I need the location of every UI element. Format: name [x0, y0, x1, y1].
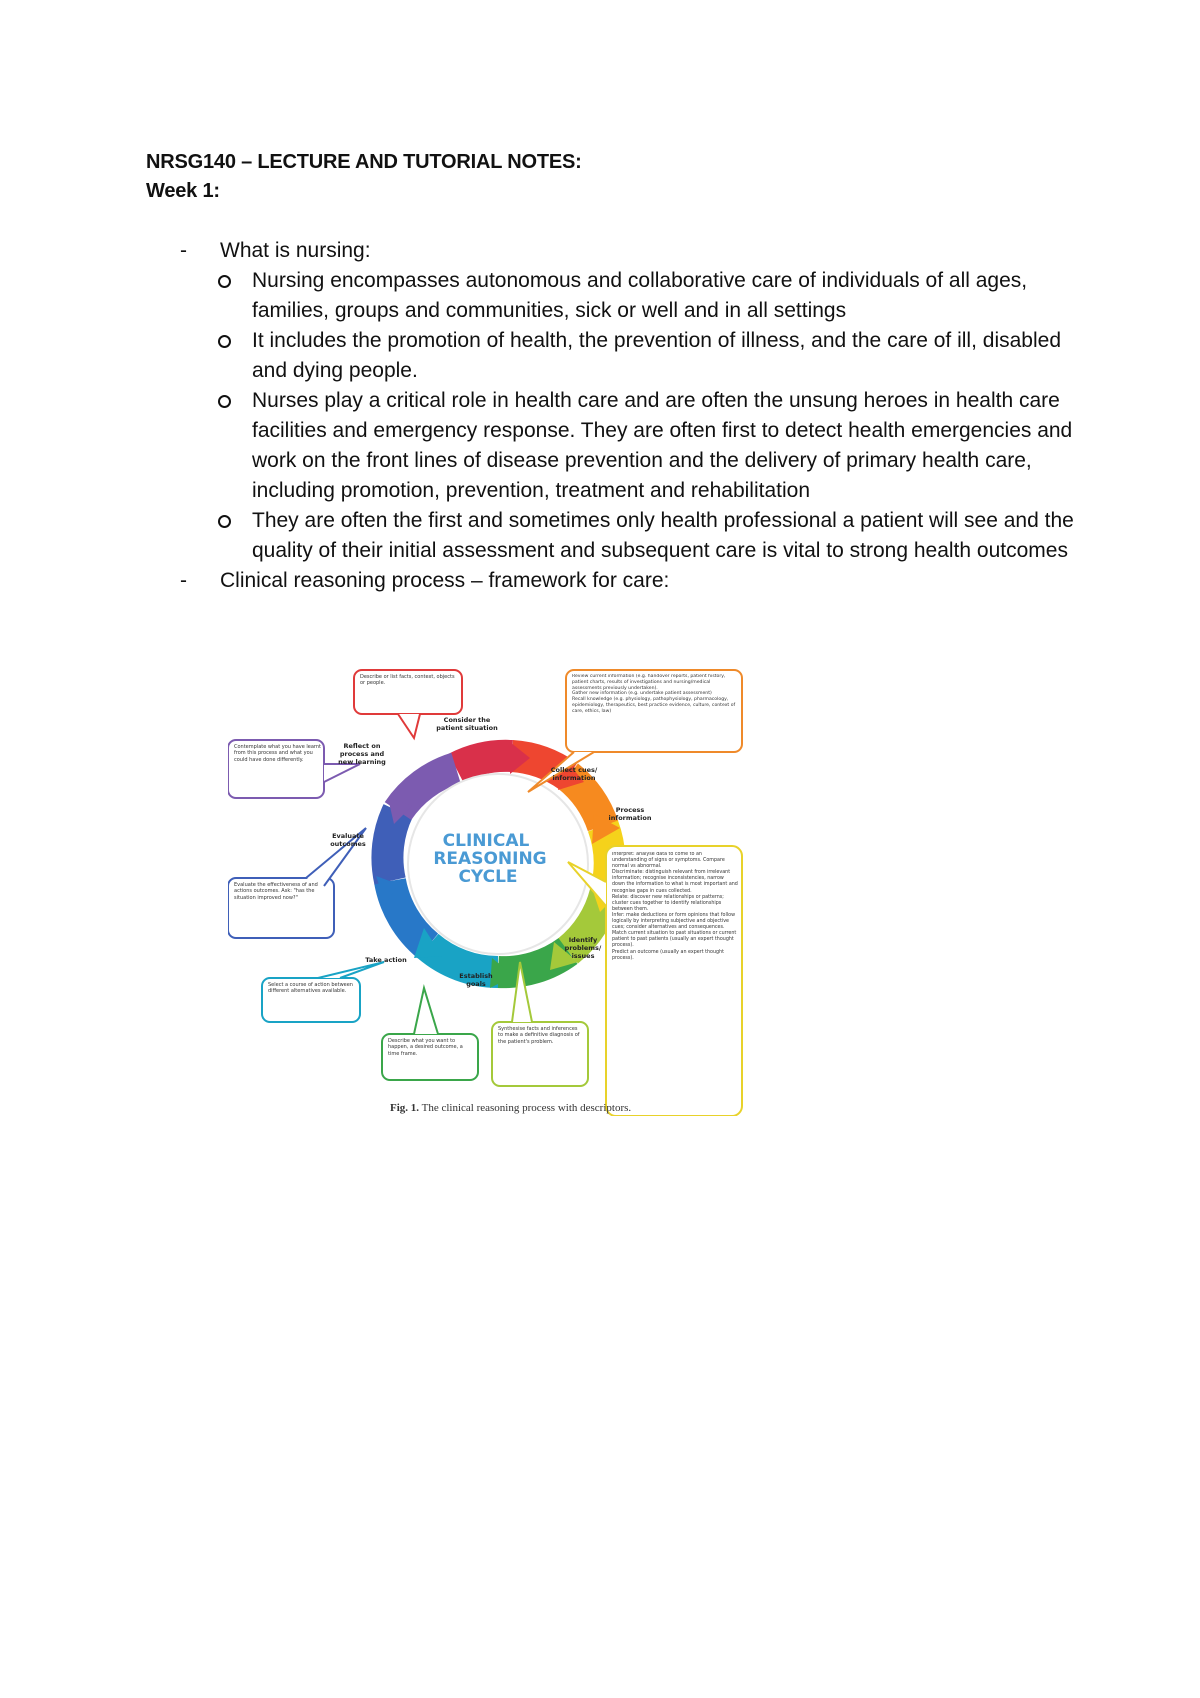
callout-review-text: Review current information (e.g. handover reports, patient history, patient charts, results of investigations and nursing/medical assessments previously undertaken). — [572, 674, 726, 691]
stage-take-action: Take action — [365, 956, 407, 964]
callout-infer-text: Infer: make deductions or form opinions that follow logically by interpreting subjective and objective cues; consider alternatives and consequences. — [612, 912, 735, 931]
stage-identify: Identify problems/ issues — [564, 936, 602, 960]
stage-establish: Establish goals — [459, 972, 493, 988]
callout-contemplate-text: Contemplate what you have learnt from this process and what you could have done differently. — [234, 744, 322, 763]
title-block — [146, 148, 582, 206]
point-text: They are often the first and sometimes only health professional a patient will see and the quality of their initial assessment and subsequent care is vital to strong health outcomes — [252, 509, 1074, 562]
bullet-what-is-nursing — [180, 236, 1080, 266]
callout-match-text: Match current situation to past situations or current patient to past patients (usually an expert thought process). — [612, 931, 737, 949]
circle-bullet-icon — [218, 515, 231, 528]
stage-collect: Collect cues/ information — [550, 766, 598, 782]
bullet-heading: Clinical reasoning process – framework for care: — [220, 569, 670, 592]
callout-recall-text: Recall knowledge (e.g. physiology, pathophysiology, pharmacology, epidemiology, therapeutics, best practice evidence, culture, context of care, ethics, law) — [572, 697, 736, 714]
callout-describe-goal-text: Describe what you want to happen, a desired outcome, a time frame. — [388, 1038, 463, 1057]
center-title-line-2: REASONING — [433, 849, 547, 869]
stage-consider: Consider the patient situation — [436, 716, 498, 732]
circle-bullet-icon — [218, 275, 231, 288]
dash-marker: - — [180, 569, 187, 592]
week-heading: Week 1: — [146, 180, 220, 202]
callout-discriminate-text: Discriminate: distinguish relevant from irrelevant information; recognise inconsistencies, narrow down the information to what is most important and recognise gaps in cues collected. — [612, 870, 738, 894]
stage-reflect: Reflect on process and new learning — [338, 742, 386, 766]
callout-predict-text: Predict an outcome (usually an expert thought process). — [612, 949, 724, 961]
callout-describe-text: Describe or list facts, context, objects or people. — [360, 674, 455, 687]
center-title-line-3: CYCLE — [458, 867, 518, 887]
bullet-clinical-reasoning — [180, 566, 1080, 596]
stage-process: Process information — [608, 806, 652, 822]
figure-caption-text: The clinical reasoning process with descriptors. — [421, 1102, 632, 1114]
center-title-line-1: CLINICAL — [442, 831, 530, 851]
callout-relate-text: Relate: discover new relationships or patterns; cluster cues together to identify relationships between them. — [612, 894, 724, 912]
list-item — [180, 386, 1080, 506]
circle-bullet-icon — [218, 335, 231, 348]
list-item — [180, 266, 1080, 326]
figure-caption-label: Fig. 1. — [390, 1102, 420, 1114]
cycle-graphic — [228, 666, 808, 1116]
clinical-reasoning-diagram — [228, 666, 808, 1116]
list-item — [180, 506, 1080, 566]
nursing-points-list — [180, 266, 1080, 566]
circle-bullet-icon — [218, 395, 231, 408]
point-text: Nursing encompasses autonomous and collaborative care of individuals of all ages, families, groups and communities, sick or well and in all settings — [252, 269, 1028, 322]
figure-caption — [390, 1102, 631, 1114]
stage-evaluate: Evaluate outcomes — [330, 832, 366, 848]
dash-marker: - — [180, 239, 187, 262]
ring-segment-consider — [456, 756, 512, 768]
notes-body — [180, 236, 1080, 596]
list-item — [180, 326, 1080, 386]
callout-evaluate-text: Evaluate the effectiveness of and actions outcomes. Ask: "has the situation improved now?" — [234, 882, 318, 901]
bullet-heading: What is nursing: — [220, 239, 371, 262]
callout-gather-text: Gather new information (e.g. undertake patient assessment) — [572, 691, 712, 697]
callout-synthesise-text: Synthesise facts and inferences to make a definitive diagnosis of the patient's problem. — [498, 1026, 580, 1045]
point-text: Nurses play a critical role in health care and are often the unsung heroes in health care facilities and emergency response. They are often first to detect health emergencies and work on the front lines of disease prevention and the delivery of primary health care, including promotion, prevention, treatment and rehabilitation — [252, 389, 1073, 502]
document-title: NRSG140 – LECTURE AND TUTORIAL NOTES: — [146, 151, 582, 173]
callout-select-text: Select a course of action between different alternatives available. — [268, 982, 353, 995]
point-text: It includes the promotion of health, the prevention of illness, and the care of ill, disabled and dying people. — [252, 329, 1061, 382]
callout-interpret-text: Interpret: analyse data to come to an understanding of signs or symptoms. Compare normal vs abnormal. — [612, 852, 725, 870]
